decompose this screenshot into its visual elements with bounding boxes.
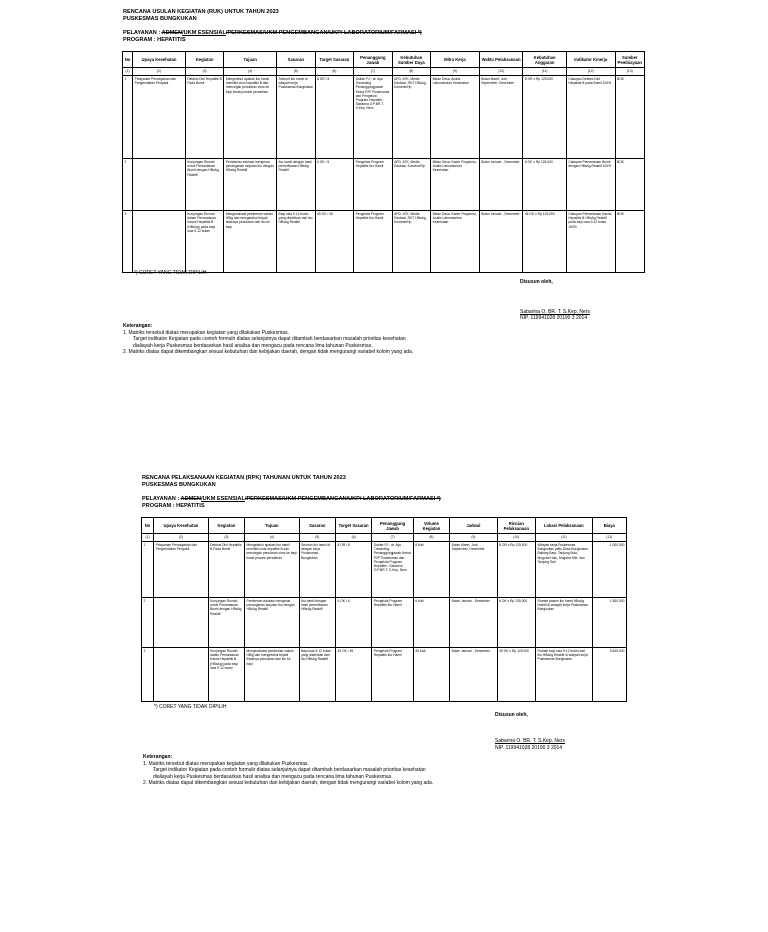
table-cell: Mengetahui apakah ibu hamil memiliki virus hepatitis B dan mencegah penularan virus ke bayi lewat prosesi persalinan [245, 542, 300, 598]
table-cell: 1,500,000 [592, 598, 626, 648]
table-row [123, 211, 645, 273]
table-cell: Pemberian edukasi mengenai penanganan lanjutan ibu dengan HBsAg Reaktif [224, 159, 277, 211]
column-number: (5) [299, 534, 335, 542]
ruk-disusun: Disusun oleh, [520, 279, 553, 285]
table-cell: 6 OK / 6 [315, 159, 354, 211]
table-cell: 1,000,000 [592, 542, 626, 598]
ruk-col-header: Indikator Kinerja [566, 52, 615, 68]
rpk-col-header: Volume Kegiatan [413, 518, 449, 534]
rpk-col-header: Rincian Pelaksanaan [497, 518, 535, 534]
table-cell: Kunjungan Rumah untuk Pemantauan Bumil dengan HBsAg Reaktif [185, 159, 224, 211]
table-cell: 6 OK x Rp 125.000 [497, 598, 535, 648]
keterangan-item: 1. Matriks tersebut diatas merupakan kegiatan yang dilakukan Puskesmas. [123, 329, 289, 336]
table-row [142, 542, 627, 598]
table-cell: APD, ATK, Media Edukasi, RDT HBsAg, Komersi/Hp [392, 76, 431, 159]
column-number: (11) [536, 534, 593, 542]
column-number: (3) [185, 68, 224, 76]
table-cell: Kunjungan Rumah untuk Pemantauan Bumil dengan HBsAg Reaktif [208, 598, 244, 648]
table-row [123, 159, 645, 211]
column-number: (12) [566, 68, 615, 76]
table-cell: 6 OK x Rp 125.000 [523, 159, 567, 211]
table-row [142, 648, 627, 702]
table-cell: Kunjungan Rumah dalam Pemantauan Kasus Hepatitis B (HBsAg) pada bayi usia 9-12 bulan [208, 648, 244, 702]
ruk-col-header: Kegiatan [185, 52, 224, 68]
table-row [123, 76, 645, 159]
ruk-coret-note: *) CORET YANG TIDAK DIPILIH [134, 270, 207, 276]
ruk-col-header: Waktu Pelaksanaan [479, 52, 523, 68]
table-cell: Bulan Januari - Desember [450, 648, 497, 702]
table-cell: 3 [142, 648, 154, 702]
rpk-col-header: Biaya [592, 518, 626, 534]
keterangan-title: Keterangan: [143, 754, 173, 760]
ruk-col-header: Sumber Pembiayaan [615, 52, 644, 68]
ruk-signer: Sabarina O. BR. T. S.Kep. Ners [520, 309, 590, 315]
ruk-program: PROGRAM : HEPATITIS [123, 37, 186, 43]
table-cell: Kunjungan Rumah dalam Pemantauan Kasus Hepatitis B (HBsAg) pada bayi usia 9-12 bulan [185, 211, 224, 273]
table-cell: Bidan Desa, Kader Posyandu, Analis Laboratorium Kesehatan [431, 211, 480, 273]
table-cell [133, 211, 186, 273]
ruk-col-header: Kebutuhan Sumber Daya [392, 52, 431, 68]
table-cell: 8 Kali [413, 542, 449, 598]
rpk-number-row [142, 534, 627, 542]
table-cell: Bidan Desa, Analis Laboratorium Kesehatan [431, 76, 480, 159]
table-cell: Rumah bayi usia 9-12 bulan dari ibu HBsAg Reaktif di wilayah kerja Puskesmas Bungkukan [536, 648, 593, 702]
rpk-col-header: Upaya Kesehatan [154, 518, 209, 534]
table-cell: 1 [123, 76, 133, 159]
rpk-col-header: Kegiatan [208, 518, 244, 534]
column-number: (1) [142, 534, 154, 542]
ruk-title-block [123, 9, 422, 44]
table-cell: Ibu hamil dengan hasil pemeriksaan HBsAg Reaktif [299, 598, 335, 648]
table-cell: Rumah pasien ibu hamil HBsAg reaktif di wilayah kerja Puskesmas Bungkukan [536, 598, 593, 648]
table-cell: 8 OR x Rp 125.000 [497, 542, 535, 598]
ruk-col-header: No [123, 52, 133, 68]
ruk-header-row [123, 52, 645, 68]
table-cell: Deteksi Dini Hepatitis B Pada Bumil [185, 76, 224, 159]
column-number: (5) [277, 68, 316, 76]
rpk-pelayanan: PELAYANAN : ADMEN/UKM ESENSIAL/PERKESMAS/UKM PENGEMBANGAN/UKP/ LABORATORIUM/FARMASI *) [142, 496, 441, 502]
column-number: (10) [479, 68, 523, 76]
keterangan-item: dialiayah kerja Puskesmas berdasarkan hasil analisa dan mengacu pada rencana lima tahunan Puskesmas. [133, 342, 373, 349]
table-row [142, 598, 627, 648]
table-cell: 6 OK / 6 [335, 598, 371, 648]
table-cell: Pelayanan Pencegahan dan Pengendalian Penyakit [154, 542, 209, 598]
rpk-title-block [142, 475, 441, 510]
keterangan-item: 1. Matriks tersebut diatas merupakan kegiatan yang dilakukan Puskesmas. [143, 760, 309, 767]
keterangan-item: 2. Matriks diatas dapat dikembangkan sesuai kebutuhan dan kebijakan daerah, dengan tidak mengurangi variabel kolom yang ada. [143, 780, 434, 786]
table-cell: Dokter PJ : dr. Ayu Trimanting Penanggungjawab Ketua P2P Puskesmas dan Pengelola Program Hepatitis : Sabarina O.P.BR.T, S.Kep, Ners [372, 542, 413, 598]
rpk-col-header: Tujuan [245, 518, 300, 534]
table-cell: Pengelola Program Hepatitis Ibu Hamil [354, 211, 393, 273]
table-cell: Bulan Maret, Juni, September, Desember [450, 542, 497, 598]
table-cell: BOK [615, 159, 644, 211]
rpk-nip: NIP. 119941028 20190 3 2014 [495, 745, 563, 751]
column-number: (10) [497, 534, 535, 542]
column-number: (9) [431, 68, 480, 76]
column-number: (6) [315, 68, 354, 76]
column-number: (12) [592, 534, 626, 542]
ruk-nip: NIP. 119941028 20190 3 2014 [520, 315, 588, 321]
column-number: (9) [450, 534, 497, 542]
column-number: (4) [245, 534, 300, 542]
column-number: (4) [224, 68, 277, 76]
table-cell: Cakupan Deteksi Dini Hepatitis B pada Bumil 100% [566, 76, 615, 159]
table-cell: 45 OK / 45 [315, 211, 354, 273]
column-number: (8) [392, 68, 431, 76]
rpk-col-header: Target Sasaran [335, 518, 371, 534]
ruk-pelayanan: PELAYANAN : ADMEN/UKM ESENSIAL/PERKESMAS/UKM PENGEMBANGAN/UKP/ LABORATORIUM/FARMASI *) [123, 30, 422, 36]
table-cell: 45 Kali [413, 648, 449, 702]
table-cell: 8 OR x Rp 125.000 [523, 76, 567, 159]
column-number: (7) [354, 68, 393, 76]
table-cell: 6 Kali [413, 598, 449, 648]
ruk-title: RENCANA USULAN KEGIATAN (RUK) UNTUK TAHUN 2023 [123, 9, 279, 15]
table-cell: 8 OR / 8 [335, 542, 371, 598]
rpk-subtitle: PUSKESMAS BUNGKUKAN [142, 482, 216, 488]
table-cell: Pengelola Program Hepatitis Ibu Hamil [372, 648, 413, 702]
rpk-table [141, 517, 627, 702]
table-cell [133, 159, 186, 211]
table-cell: BOK [615, 76, 644, 159]
rpk-col-header: Lokasi Pelaksanaan [536, 518, 593, 534]
table-cell: Bulan Maret, Juni, September, Desember [479, 76, 523, 159]
rpk-signer: Sabarina O. BR. T. S.Kep. Ners [495, 738, 565, 744]
table-cell: 2 [123, 159, 133, 211]
column-number: (7) [372, 534, 413, 542]
table-cell: Seluruh ibu hamil di wilayah kerja Puskesmas Bungkukan [277, 76, 316, 159]
column-number: (8) [413, 534, 449, 542]
table-cell [154, 648, 209, 702]
column-number: (3) [208, 534, 244, 542]
table-cell: Bulan Januari - Desember [479, 211, 523, 273]
keterangan-item: Target indikator Kegiatan pada contoh formulir diatas selanjutnya dapat ditambah berdasarkan masalah prioritas kesehatan [153, 767, 426, 773]
ruk-col-header: Mitra Kerja [431, 52, 480, 68]
column-number: (11) [523, 68, 567, 76]
rpk-title: RENCANA PELAKSANAAN KEGIATAN (RPK) TAHUNAN UNTUK TAHUN 2023 [142, 475, 346, 481]
rpk-col-header: No [142, 518, 154, 534]
column-number: (2) [154, 534, 209, 542]
table-cell: 45 OK x Rp 125.000 [497, 648, 535, 702]
rpk-header-row [142, 518, 627, 534]
table-cell: Mengevaluasi pemberian vaksin HBig dan mengetahui terjadi tidaknya penularan dari ibu ke bayi [224, 211, 277, 273]
column-number: (6) [335, 534, 371, 542]
table-cell: 2 [142, 598, 154, 648]
ruk-col-header: Penanggung Jawab [354, 52, 393, 68]
table-cell: Mengevaluasi pemberian vaksin HBig dan mengetahui terjadi tidaknya penularan dari ibu ke bayi [245, 648, 300, 702]
table-cell: Bidan Desa, Kader Posyandu, Analis Laboratorium Kesehatan [431, 159, 480, 211]
column-number: (2) [133, 68, 186, 76]
table-cell: Deteksi Dini Hepatitis B Pada Bumil [208, 542, 244, 598]
table-cell: 45 OK / 45 [335, 648, 371, 702]
keterangan-item: Target indikator Kegiatan pada contoh formulir diatas selanjutnya dapat ditambah berdasarkan masalah prioritas kesehatan [133, 336, 406, 342]
ruk-col-header: Sasaran [277, 52, 316, 68]
table-cell: Ibu hamil dengan hasil pemeriksaan HBsAg Reaktif [277, 159, 316, 211]
ruk-col-header: Target Sasaran [315, 52, 354, 68]
table-cell: APD, ATK, Media Edukasi, Komersi/Hp [392, 159, 431, 211]
ruk-col-header: Tujuan [224, 52, 277, 68]
ruk-number-row [123, 68, 645, 76]
table-cell: Seluruh ibu hamil di wilayah kerja Puskesmas Bungkukan [299, 542, 335, 598]
column-number: (1) [123, 68, 133, 76]
rpk-col-header: Penanggung Jawab [372, 518, 413, 534]
ruk-table [122, 51, 645, 273]
table-cell: Cakupan Pemantauan Bumil dengan HBsAg Reaktif 100% [566, 159, 615, 211]
table-cell: Pelayanan Pencegahan dan Pengendalian Penyakit [133, 76, 186, 159]
table-cell: Wilayah kerja Puskesmas Bungkukan yaitu Desa Bungkukan, Ballang Batu, Tanjung Bulu, Mogoba Hulu, Mogoba Hilir, dan Tanjung Sari [536, 542, 593, 598]
table-cell: APD, ATK, Media Edukasi, RDT HBsAg, Komersi/Hp [392, 211, 431, 273]
table-cell: 5,625,000 [592, 648, 626, 702]
ruk-col-header: Kebutuhan Anggaran [523, 52, 567, 68]
table-cell: 1 [142, 542, 154, 598]
rpk-program: PROGRAM : HEPATITIS [142, 503, 205, 509]
rpk-coret-note: *) CORET YANG TIDAK DIPILIH [154, 704, 227, 710]
table-cell: Bayi usia 9-12 bulan yang dilahirkan dari ibu HBsAg Reaktif [299, 648, 335, 702]
table-cell: 8 OR / 8 [315, 76, 354, 159]
rpk-keterangan [143, 754, 433, 787]
ruk-keterangan [123, 323, 413, 356]
ruk-subtitle: PUSKESMAS BUNGKUKAN [123, 16, 197, 22]
table-cell: Pemberian edukasi mengenai penanganan lanjutan ibu dengan HBsAg Reaktif [245, 598, 300, 648]
table-cell: Pengelola Program Hepatitis Ibu Hamil [354, 159, 393, 211]
table-cell: 45 OK x Rp 125.000 [523, 211, 567, 273]
rpk-col-header: Jadwal [450, 518, 497, 534]
table-cell: Bulan Januari - Desember [479, 159, 523, 211]
table-cell: BOK [615, 211, 644, 273]
column-number: (13) [615, 68, 644, 76]
table-cell: Mengetahui apakah ibu hamil memiliki virus hepatitis B dan mencegah penularan virus ke bayi lewat prosesi persalinan [224, 76, 277, 159]
table-cell: 3 [123, 211, 133, 273]
rpk-disusun: Disusun oleh, [495, 712, 528, 718]
keterangan-item: 2. Matriks diatas dapat dikembangkan sesuai kebutuhan dan kebijakan daerah, dengan tidak mengurangi variabel kolom yang ada. [123, 349, 414, 355]
ruk-col-header: Upaya Kesehatan [133, 52, 186, 68]
rpk-col-header: Sasaran [299, 518, 335, 534]
table-cell [154, 598, 209, 648]
table-cell: Bulan Januari - Desember [450, 598, 497, 648]
keterangan-item: dialiayah kerja Puskesmas berdasarkan hasil analisa dan mengacu pada rencana lima tahunan Puskesmas. [153, 773, 393, 780]
keterangan-title: Keterangan: [123, 323, 153, 329]
table-cell: Bayi usia 9-12 bulan yang dilahirkan dari ibu HBsAg Reaktif [277, 211, 316, 273]
table-cell: Dokter PJ : dr. Ayu Trimanting Penanggungjawab Ketua P2P Puskesmas dan Pengelola Program Hepatitis : Sabarina O.P.BR.T, S.Kep, Ners [354, 76, 393, 159]
table-cell: Pengelola Program Hepatitis Ibu Hamil [372, 598, 413, 648]
table-cell: Cakupan Pemantauan Kasus Hepatitis B HBsAg Reaktif pada bayi usia 9-12 bulan 100% [566, 211, 615, 273]
